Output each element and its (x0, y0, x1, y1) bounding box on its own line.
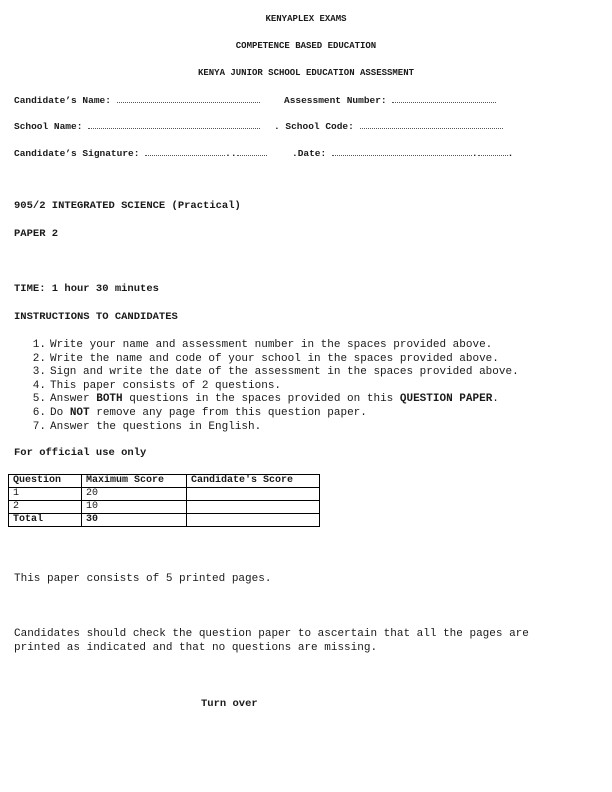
list-item: 3. Sign and write the date of the assessment in the spaces provided above. (32, 366, 519, 379)
paper-title: 905/2 INTEGRATED SCIENCE (Practical) (14, 200, 241, 212)
instructions-heading: INSTRUCTIONS TO CANDIDATES (14, 311, 178, 323)
max-score: 10 (82, 501, 187, 514)
pages-note: This paper consists of 5 printed pages. (14, 573, 272, 585)
date-label: .Date: (292, 148, 327, 159)
header-question: Question (9, 475, 82, 488)
candidate-name-label: Candidate’s Name: (14, 95, 111, 106)
paper-number: PAPER 2 (14, 228, 59, 240)
school-name-row (14, 121, 260, 132)
signature-row: Candidate’s Signature: .. (14, 148, 267, 159)
school-name-field[interactable] (88, 127, 260, 129)
list-item: 6. Do NOT remove any page from this question paper. (32, 406, 367, 419)
exam-body-title: KENYAPLEX EXAMS (265, 14, 347, 24)
total-label: Total (9, 514, 82, 527)
assessment-title: KENYA JUNIOR SCHOOL EDUCATION ASSESSMENT (197, 68, 415, 78)
candidate-name-row (14, 95, 260, 106)
check-note-line-2: printed as indicated and that no questions are missing. (14, 642, 378, 654)
turn-over-label: Turn over (201, 698, 258, 710)
question-number: 1 (9, 488, 82, 501)
list-item: 4. This paper consists of 2 questions. (32, 379, 282, 392)
assessment-number-row (284, 95, 496, 106)
assessment-number-field[interactable] (392, 101, 496, 103)
list-item: 7. Answer the questions in English. (32, 420, 262, 433)
table-row (9, 488, 320, 501)
list-item: 2. Write the name and code of your school in the spaces provided above. (32, 352, 499, 365)
signature-label: Candidate’s Signature: (14, 148, 140, 159)
total-max-score: 30 (82, 514, 187, 527)
candidate-score-cell[interactable] (187, 501, 320, 514)
header-max-score: Maximum Score (82, 475, 187, 488)
list-item: 1. Write your name and assessment number in the spaces provided above. (32, 339, 493, 351)
assessment-number-label: Assessment Number: (284, 95, 387, 106)
max-score: 20 (82, 488, 187, 501)
total-candidate-score-cell[interactable] (187, 514, 320, 527)
school-name-label: School Name: (14, 121, 83, 132)
table-total-row (9, 514, 320, 527)
question-number: 2 (9, 501, 82, 514)
official-use-label: For official use only (14, 447, 147, 459)
school-code-label: School Code: (285, 121, 354, 132)
header-candidate-score: Candidate's Score (187, 475, 320, 488)
candidate-name-field[interactable] (117, 101, 260, 103)
table-row (9, 501, 320, 514)
curriculum-title: COMPETENCE BASED EDUCATION (235, 41, 377, 51)
score-table (8, 474, 320, 527)
school-code-field[interactable] (360, 127, 503, 129)
list-item: 5. Answer BOTH questions in the spaces provided on this QUESTION PAPER. (32, 393, 499, 406)
candidate-score-cell[interactable] (187, 488, 320, 501)
check-note-line-1: Candidates should check the question paper to ascertain that all the pages are (14, 628, 529, 640)
signature-field[interactable] (145, 154, 225, 156)
date-row: .Date: . . (292, 148, 514, 159)
school-code-row: . School Code: (274, 121, 503, 132)
date-field[interactable] (332, 154, 472, 156)
instructions-list (27, 339, 519, 434)
table-header-row (9, 475, 320, 488)
time-allowed: TIME: 1 hour 30 minutes (14, 283, 159, 295)
